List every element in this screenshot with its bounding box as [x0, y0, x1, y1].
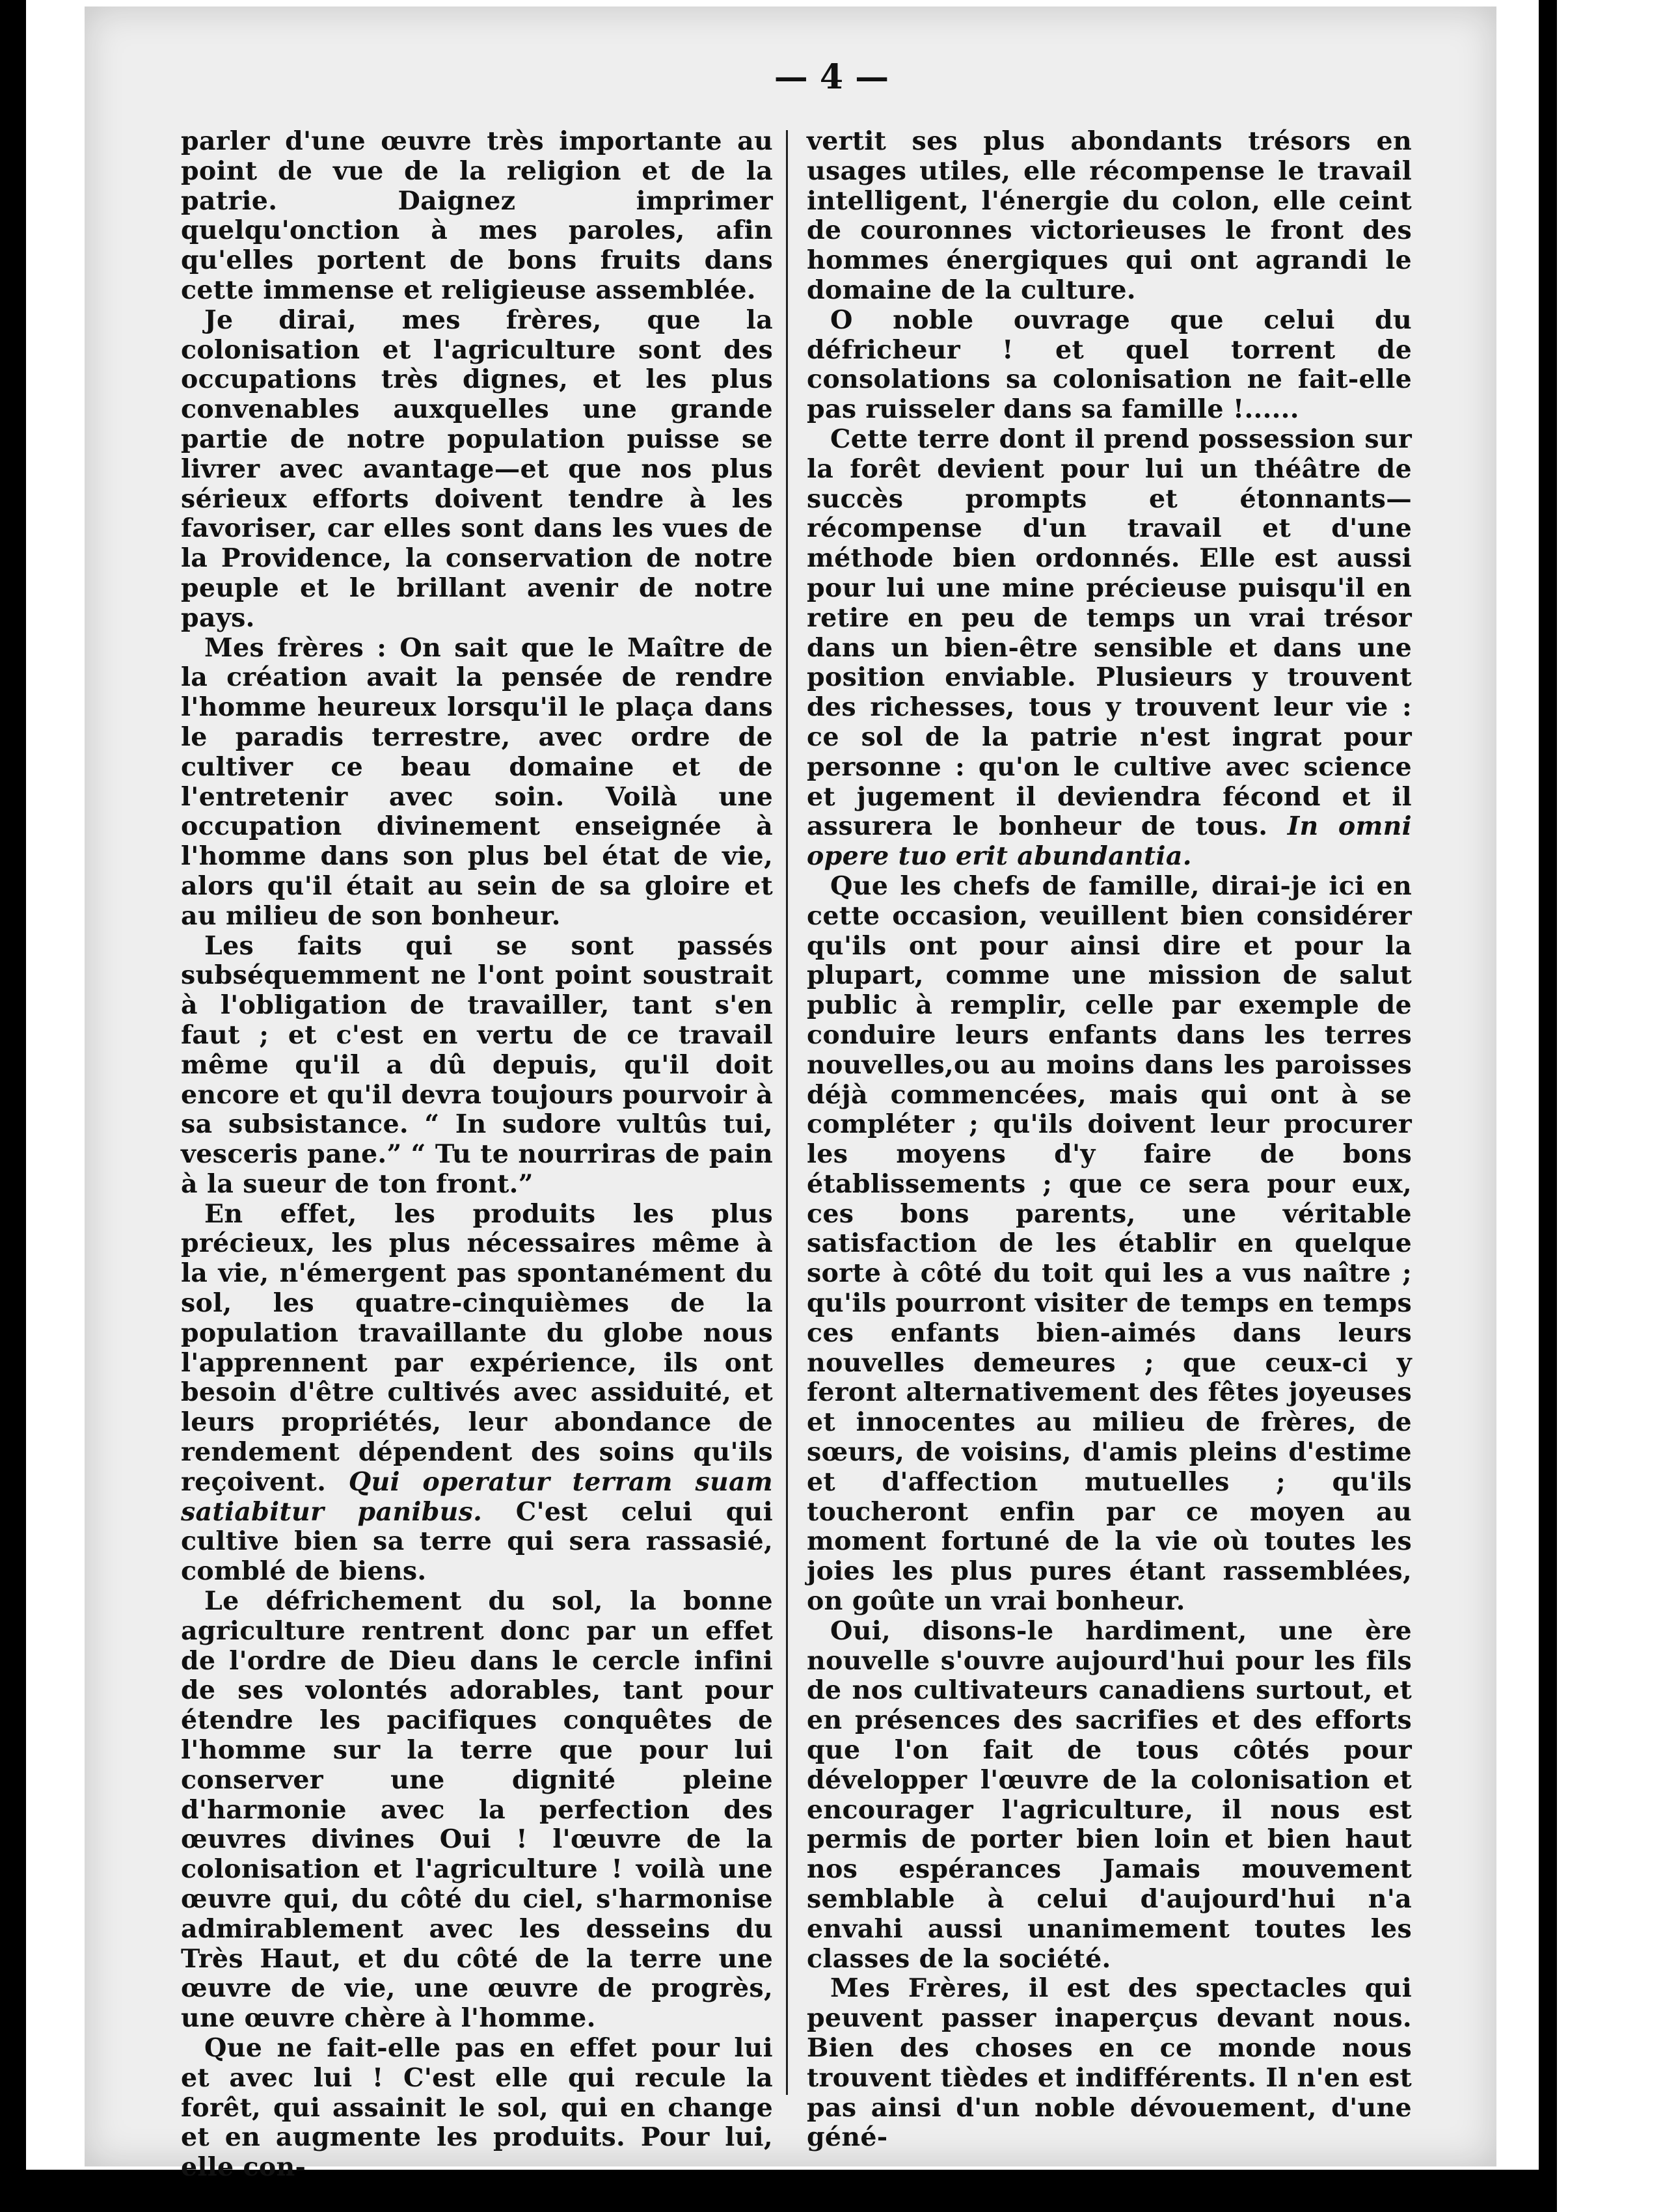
paragraph: Les faits qui se sont passés subséquemment ne l'ont point soustrait à l'obligation de travailler, tant s'en faut ; et c'est en vertu de ce travail même qu'il a dû depuis, qu'il doit encore et qu'il devra toujours pourvoir à sa subsistance. “ In sudore vultûs tui, vesceris pane.” “ Tu te nourriras de pain à la sueur de ton front.”: [181, 930, 773, 1199]
paragraph-text: En effet, les produits les plus précieux, les plus nécessaires même à la vie, n'émergent pas spontanément du sol, les quatre-cinquièmes de la population travaillante du globe nous l'apprennent par expérience, ils ont besoin d'être cultivés avec assiduité, et leurs propriétés, leur abondance de rendement dépendent des soins qu'ils reçoivent.: [181, 1198, 773, 1497]
paragraph: Mes frères : On sait que le Maître de la création avait la pensée de rendre l'homme heureux lorsqu'il le plaça dans le paradis terrestre, avec ordre de cultiver ce beau domaine et de l'entretenir avec soin. Voilà une occupation divinement enseignée à l'homme dans son plus bel état de vie, alors qu'il était au sein de sa gloire et au milieu de son bonheur.: [181, 632, 773, 931]
latin-quote: Qui operatur terram suam satiabitur panibus.: [181, 1466, 773, 1527]
adjacent-page-edge: [1552, 0, 1663, 2212]
left-column: [181, 127, 773, 2183]
column-divider: [786, 130, 788, 2095]
latin-quote: In omni opere tuo erit abundantia.: [807, 811, 1412, 872]
paragraph: Que ne fait-elle pas en effet pour lui et avec lui ! C'est elle qui recule la forêt, qui assainit le sol, qui en change et en augmente les produits. Pour lui, elle con-: [181, 2033, 773, 2183]
paragraph-text: Cette terre dont il prend possession sur la forêt devient pour lui un théâtre de succès prompts et étonnants—récompense d'un travail et d'une méthode bien ordonnés. Elle est aussi pour lui une mine précieuse puisqu'il en retire en peu de temps un vrai trésor dans un bien-être sensible et dans une position enviable. Plusieurs y trouvent des richesses, tous y trouvent leur vie : ce sol de la patrie n'est ingrat pour personne : qu'on le cultive avec science et jugement il deviendra fécond et il assurera le bonheur de tous.: [807, 424, 1412, 842]
paragraph-text: C'est celui qui cultive bien sa terre qui sera rassasié, comblé de biens.: [181, 1496, 774, 1587]
paragraph: parler d'une œuvre très importante au point de vue de la religion et de la patrie. Daignez imprimer quelqu'onction à mes paroles, afin qu'elles portent de bons fruits dans cette immense et religieuse assemblée.: [181, 126, 773, 305]
paragraph: Que les chefs de famille, dirai-je ici en cette occasion, veuillent bien considérer qu'ils ont pour ainsi dire et pour la plupart, comme une mission de salut public à remplir, celle par exemple de conduire leurs enfants dans les terres nouvelles,ou au moins dans les paroisses déjà commencées, mais qui ont à se compléter ; qu'ils doivent leur procurer les moyens d'y faire de bons établissements ; que ce sera pour eux, ces bons parents, une véritable satisfaction de les établir en quelque sorte à côté du toit qui les a vus naître ; qu'ils pourront visiter de temps en temps ces enfants bien-aimés dans leurs nouvelles demeures ; que ceux-ci y feront alternativement des fêtes joyeuses et innocentes au milieu de frères, de sœurs, de voisins, d'amis pleins d'estime et d'affection mutuelles ; qu'ils toucheront enfin par ce moyen au moment fortuné de la vie où toutes les joies les plus pures étant rassemblées, on goûte un vrai bonheur.: [807, 870, 1412, 1617]
paragraph: Le défrichement du sol, la bonne agriculture rentrent donc par un effet de l'ordre de Dieu dans le cercle infini de ses volontés adorables, tant pour étendre les pacifiques conquêtes de l'homme sur la terre que pour lui conserver une dignité pleine d'harmonie avec la perfection des œuvres divines Oui ! l'œuvre de la colonisation et l'agriculture ! voilà une œuvre qui, du côté du ciel, s'harmonise admirablement avec les desseins du Très Haut, et du côté de la terre une œuvre de vie, une œuvre de progrès, une œuvre chère à l'homme.: [181, 1586, 773, 2034]
page-number: — 4 —: [774, 57, 889, 97]
paragraph: [807, 425, 1412, 872]
paragraph: Je dirai, mes frères, que la colonisation et l'agriculture sont des occupations très dignes, et les plus convenables auxquelles une grande partie de notre population puisse se livrer avec avantage—et que nos plus sérieux efforts doivent tendre à les favoriser, car elles sont dans les vues de la Providence, la conservation de notre peuple et le brillant avenir de notre pays.: [181, 304, 773, 633]
paragraph: Oui, disons-le hardiment, une ère nouvelle s'ouvre aujourd'hui pour les fils de nos cultivateurs canadiens surtout, et en présences des sacrifies et des efforts que l'on fait de tous côtés pour développer l'œuvre de la colonisation et encourager l'agriculture, il nous est permis de porter bien loin et bien haut nos espérances Jamais mouvement semblable à celui d'aujourd'hui n'a envahi aussi unanimement toutes les classes de la société.: [807, 1615, 1412, 1974]
paragraph: O noble ouvrage que celui du défricheur ! et quel torrent de consolations sa colonisation ne fait-elle pas ruisseler dans sa famille !......: [807, 304, 1412, 425]
paragraph: Mes Frères, il est des spectacles qui peuvent passer inaperçus devant nous. Bien des choses en ce monde nous trouvent tièdes et indifférents. Il n'en est pas ainsi d'un noble dévouement, d'une géné-: [807, 1973, 1412, 2153]
right-column: [807, 127, 1412, 2153]
paragraph: vertit ses plus abondants trésors en usages utiles, elle récompense le travail intelligent, l'énergie du colon, elle ceint de couronnes victorieuses le front des hommes énergiques qui ont agrandi le domaine de la culture.: [807, 126, 1412, 305]
paragraph: [181, 1200, 773, 1587]
